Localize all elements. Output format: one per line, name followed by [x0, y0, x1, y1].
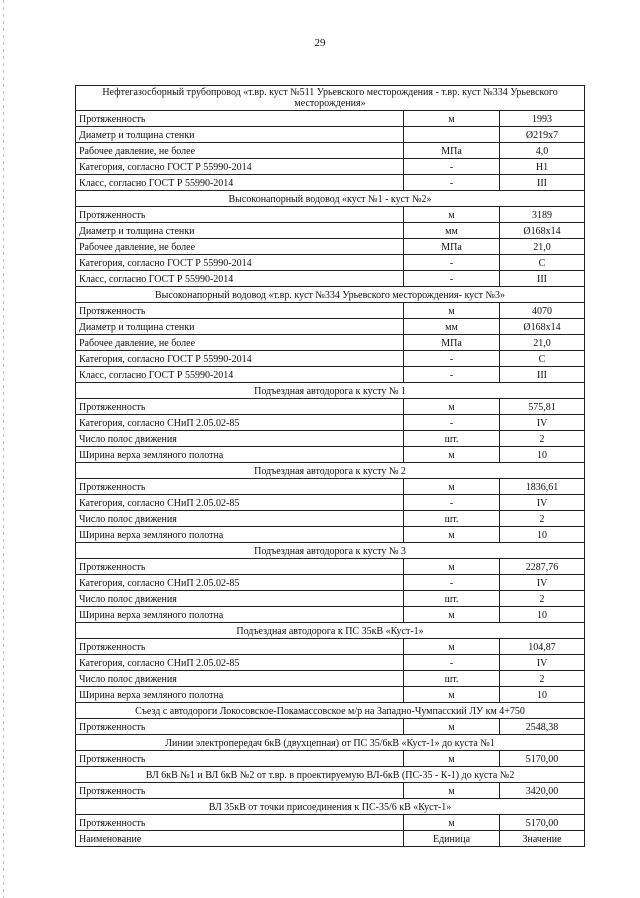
unit-cell: м	[404, 399, 500, 415]
value-cell: IV	[500, 415, 585, 431]
table-row	[76, 431, 585, 447]
parameter-name-cell: Ширина верха земляного полотна	[76, 527, 404, 543]
value-cell: Ø168х14	[500, 223, 585, 239]
unit-cell: м	[404, 303, 500, 319]
section-header-row	[76, 543, 585, 559]
table-row	[76, 143, 585, 159]
table-row	[76, 159, 585, 175]
column-header-name: Наименование	[76, 831, 404, 847]
table-row	[76, 479, 585, 495]
unit-cell: -	[404, 255, 500, 271]
section-title: Подъездная автодорога к кусту № 3	[76, 543, 585, 559]
unit-cell: -	[404, 415, 500, 431]
unit-cell: м	[404, 559, 500, 575]
table-row	[76, 239, 585, 255]
table-row	[76, 207, 585, 223]
value-cell: 21,0	[500, 239, 585, 255]
table-row	[76, 335, 585, 351]
parameter-name-cell: Число полос движения	[76, 591, 404, 607]
unit-cell: -	[404, 159, 500, 175]
unit-cell: м	[404, 639, 500, 655]
value-cell: 5170,00	[500, 751, 585, 767]
table-row	[76, 783, 585, 799]
table-row	[76, 559, 585, 575]
value-cell: 4,0	[500, 143, 585, 159]
unit-cell	[404, 127, 500, 143]
section-title: Линии электропередач 6кВ (двухцепная) от ПС 35/6кВ «Куст-1» до куста №1	[76, 735, 585, 751]
value-cell: 104,87	[500, 639, 585, 655]
parameter-name-cell: Категория, согласно ГОСТ Р 55990-2014	[76, 255, 404, 271]
table-row	[76, 639, 585, 655]
table-row	[76, 175, 585, 191]
table-row	[76, 415, 585, 431]
unit-cell: м	[404, 447, 500, 463]
parameter-name-cell: Протяженность	[76, 719, 404, 735]
section-header-row	[76, 799, 585, 815]
table-row	[76, 607, 585, 623]
parameter-name-cell: Категория, согласно ГОСТ Р 55990-2014	[76, 351, 404, 367]
table-row	[76, 719, 585, 735]
section-header-row	[76, 735, 585, 751]
parameter-name-cell: Рабочее давление, не более	[76, 143, 404, 159]
unit-cell: м	[404, 783, 500, 799]
unit-cell: м	[404, 479, 500, 495]
section-title: Высоконапорный водовод «т.вр. куст №334 Урьевского месторождения- куст №3»	[76, 287, 585, 303]
value-cell: 10	[500, 607, 585, 623]
value-cell: 1993	[500, 111, 585, 127]
value-cell: 2287,76	[500, 559, 585, 575]
value-cell: 5170,00	[500, 815, 585, 831]
table-row	[76, 255, 585, 271]
parameter-name-cell: Класс, согласно ГОСТ Р 55990-2014	[76, 175, 404, 191]
section-title: Высоконапорный водовод «куст №1 - куст №2»	[76, 191, 585, 207]
section-title: ВЛ 6кВ №1 и ВЛ 6кВ №2 от т.вр. в проектируемую ВЛ-6кВ (ПС-35 - К-1) до куста №2	[76, 767, 585, 783]
section-title: Нефтегазосборный трубопровод «т.вр. куст №511 Урьевского месторождения - т.вр. куст №334 Урьевского месторождения»	[76, 86, 585, 111]
unit-cell: мм	[404, 319, 500, 335]
value-cell: 3420,00	[500, 783, 585, 799]
section-header-row	[76, 191, 585, 207]
parameter-name-cell: Класс, согласно ГОСТ Р 55990-2014	[76, 271, 404, 287]
table-row	[76, 671, 585, 687]
table-row	[76, 575, 585, 591]
unit-cell: МПа	[404, 143, 500, 159]
section-header-row	[76, 86, 585, 111]
specifications-table	[75, 85, 585, 847]
unit-cell: -	[404, 575, 500, 591]
unit-cell: мм	[404, 223, 500, 239]
value-cell: 10	[500, 527, 585, 543]
table-row	[76, 351, 585, 367]
table-row	[76, 223, 585, 239]
table-row	[76, 527, 585, 543]
value-cell: 2	[500, 591, 585, 607]
unit-cell: м	[404, 527, 500, 543]
table-row	[76, 655, 585, 671]
table-row	[76, 511, 585, 527]
unit-cell: м	[404, 751, 500, 767]
section-title: Подъездная автодорога к ПС 35кВ «Куст-1»	[76, 623, 585, 639]
specifications-table-body	[76, 86, 585, 847]
parameter-name-cell: Диаметр и толщина стенки	[76, 127, 404, 143]
table-row	[76, 815, 585, 831]
value-cell: 10	[500, 687, 585, 703]
section-header-row	[76, 767, 585, 783]
parameter-name-cell: Протяженность	[76, 111, 404, 127]
unit-cell: м	[404, 815, 500, 831]
parameter-name-cell: Ширина верха земляного полотна	[76, 687, 404, 703]
value-cell: 21,0	[500, 335, 585, 351]
section-header-row	[76, 703, 585, 719]
column-header-value: Значение	[500, 831, 585, 847]
parameter-name-cell: Протяженность	[76, 639, 404, 655]
section-header-row	[76, 623, 585, 639]
unit-cell: -	[404, 351, 500, 367]
table-row	[76, 399, 585, 415]
unit-cell: -	[404, 495, 500, 511]
parameter-name-cell: Диаметр и толщина стенки	[76, 319, 404, 335]
value-cell: III	[500, 271, 585, 287]
value-cell: 575,81	[500, 399, 585, 415]
value-cell: Ø219х7	[500, 127, 585, 143]
value-cell: IV	[500, 655, 585, 671]
section-header-row	[76, 287, 585, 303]
section-header-row	[76, 383, 585, 399]
unit-cell: -	[404, 367, 500, 383]
parameter-name-cell: Протяженность	[76, 751, 404, 767]
unit-cell: -	[404, 655, 500, 671]
parameter-name-cell: Протяженность	[76, 559, 404, 575]
table-row	[76, 127, 585, 143]
value-cell: IV	[500, 575, 585, 591]
table-row	[76, 591, 585, 607]
parameter-name-cell: Число полос движения	[76, 511, 404, 527]
value-cell: 2548,38	[500, 719, 585, 735]
table-row	[76, 495, 585, 511]
table-row	[76, 319, 585, 335]
unit-cell: -	[404, 175, 500, 191]
page-number: 29	[314, 37, 326, 49]
parameter-name-cell: Протяженность	[76, 479, 404, 495]
section-title: Съезд с автодороги Локосовское-Покамассовское м/р на Западно-Чумпасский ЛУ км 4+750	[76, 703, 585, 719]
parameter-name-cell: Протяженность	[76, 207, 404, 223]
unit-cell: м	[404, 719, 500, 735]
parameter-name-cell: Ширина верха земляного полотна	[76, 447, 404, 463]
parameter-name-cell: Протяженность	[76, 303, 404, 319]
column-header-row	[76, 831, 585, 847]
value-cell: С	[500, 255, 585, 271]
unit-cell: м	[404, 687, 500, 703]
parameter-name-cell: Ширина верха земляного полотна	[76, 607, 404, 623]
value-cell: 4070	[500, 303, 585, 319]
unit-cell: -	[404, 271, 500, 287]
section-title: ВЛ 35кВ от точки присоединения к ПС-35/6 кВ «Куст-1»	[76, 799, 585, 815]
section-header-row	[76, 463, 585, 479]
table-row	[76, 447, 585, 463]
table-row	[76, 111, 585, 127]
unit-cell: МПа	[404, 239, 500, 255]
value-cell: С	[500, 351, 585, 367]
value-cell: 10	[500, 447, 585, 463]
unit-cell: м	[404, 607, 500, 623]
scan-edge-line	[3, 0, 4, 898]
section-title: Подъездная автодорога к кусту № 1	[76, 383, 585, 399]
unit-cell: шт.	[404, 431, 500, 447]
section-title: Подъездная автодорога к кусту № 2	[76, 463, 585, 479]
value-cell: III	[500, 367, 585, 383]
unit-cell: шт.	[404, 591, 500, 607]
value-cell: 1836,61	[500, 479, 585, 495]
parameter-name-cell: Категория, согласно СНиП 2.05.02-85	[76, 495, 404, 511]
unit-cell: МПа	[404, 335, 500, 351]
value-cell: 3189	[500, 207, 585, 223]
parameter-name-cell: Число полос движения	[76, 671, 404, 687]
table-row	[76, 271, 585, 287]
table-row	[76, 367, 585, 383]
value-cell: 2	[500, 511, 585, 527]
unit-cell: м	[404, 111, 500, 127]
parameter-name-cell: Диаметр и толщина стенки	[76, 223, 404, 239]
parameter-name-cell: Категория, согласно СНиП 2.05.02-85	[76, 415, 404, 431]
value-cell: 2	[500, 431, 585, 447]
parameter-name-cell: Класс, согласно ГОСТ Р 55990-2014	[76, 367, 404, 383]
value-cell: Ø168х14	[500, 319, 585, 335]
table-row	[76, 687, 585, 703]
unit-cell: шт.	[404, 511, 500, 527]
parameter-name-cell: Категория, согласно СНиП 2.05.02-85	[76, 575, 404, 591]
parameter-name-cell: Категория, согласно ГОСТ Р 55990-2014	[76, 159, 404, 175]
value-cell: III	[500, 175, 585, 191]
parameter-name-cell: Категория, согласно СНиП 2.05.02-85	[76, 655, 404, 671]
unit-cell: шт.	[404, 671, 500, 687]
parameter-name-cell: Протяженность	[76, 399, 404, 415]
column-header-unit: Единица	[404, 831, 500, 847]
parameter-name-cell: Протяженность	[76, 783, 404, 799]
unit-cell: м	[404, 207, 500, 223]
table-row	[76, 303, 585, 319]
value-cell: 2	[500, 671, 585, 687]
parameter-name-cell: Число полос движения	[76, 431, 404, 447]
value-cell: Н1	[500, 159, 585, 175]
parameter-name-cell: Протяженность	[76, 815, 404, 831]
parameter-name-cell: Рабочее давление, не более	[76, 239, 404, 255]
table-row	[76, 751, 585, 767]
parameter-name-cell: Рабочее давление, не более	[76, 335, 404, 351]
value-cell: IV	[500, 495, 585, 511]
